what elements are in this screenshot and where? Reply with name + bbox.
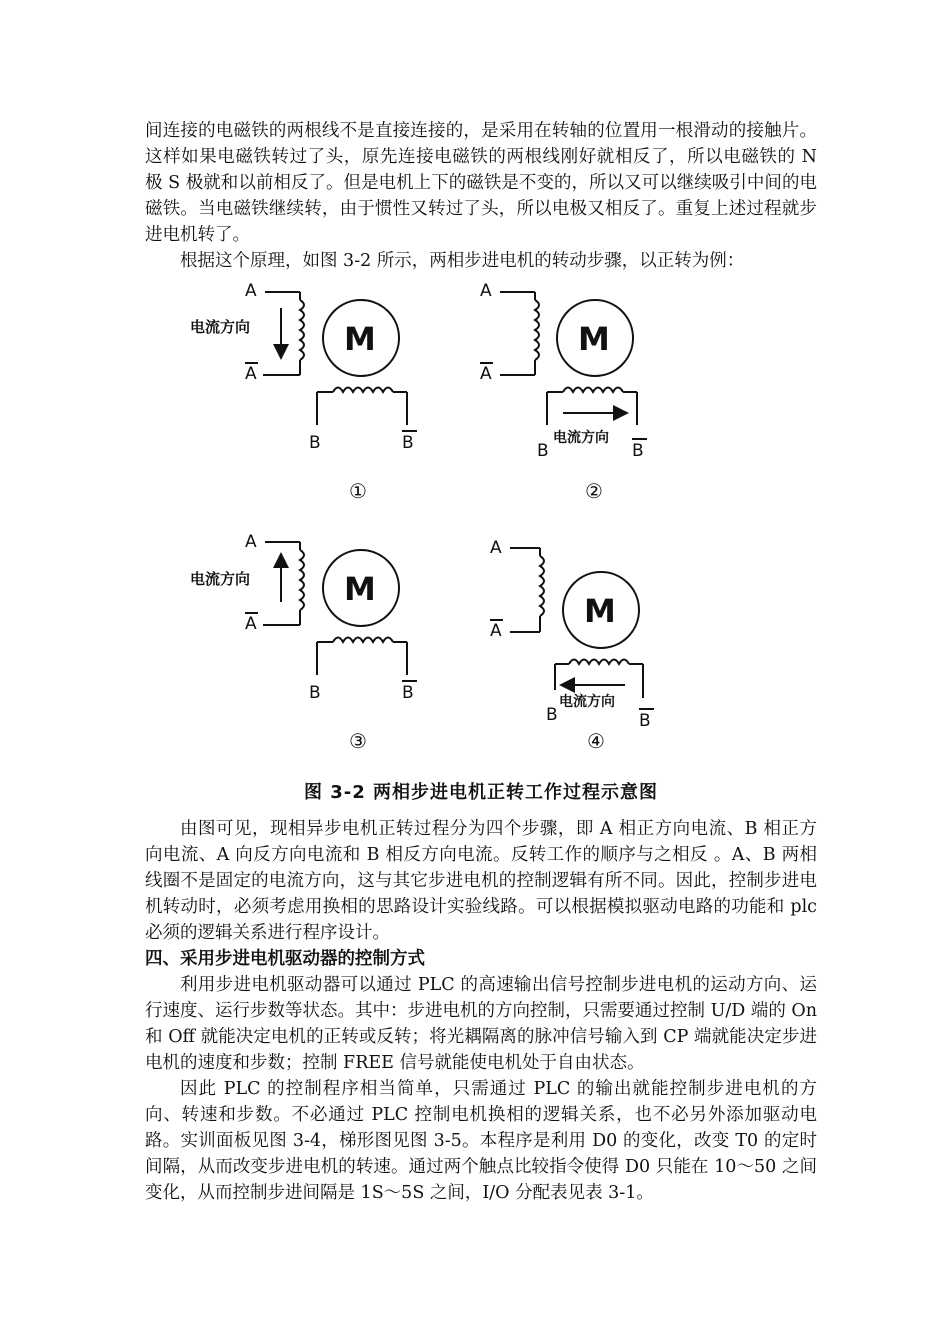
label-b-bar: B (632, 441, 644, 461)
current-label: 电流方向 (559, 694, 615, 710)
document-page (145, 118, 817, 1206)
paragraph-continuation: 间连接的电磁铁的两根线不是直接连接的，是采用在转轴的位置用一根滑动的接触片。这样如果电磁铁转过了头，原先连接电磁铁的两根线刚好就相反了，所以电磁铁的 N 极 S 极就和以前相反了。但是电机上下的磁铁是不变的，所以又可以继续吸引中间的电磁铁。当电磁铁继续转，由于惯性又转过了头，所以电极又相反了。重复上述过程就步进电机转了。 (145, 121, 817, 245)
label-b-bar: B (402, 683, 414, 703)
label-b: B (309, 433, 321, 453)
figure-caption: 图 3-2 两相步进电机正转工作过程示意图 (303, 782, 659, 803)
label-b: B (537, 441, 549, 461)
figure-3-2 (145, 280, 817, 802)
label-a-bar: A (480, 364, 492, 384)
stepper-motor-diagram (145, 280, 817, 770)
panel-step-4 (490, 538, 654, 753)
panel-step-2 (480, 281, 647, 503)
motor-label: M (344, 320, 376, 358)
label-a-bar: A (490, 621, 502, 641)
label-a: A (245, 532, 257, 552)
current-label: 电流方向 (190, 570, 251, 588)
label-b: B (309, 683, 321, 703)
label-b: B (546, 705, 558, 725)
paragraph-analysis: 由图可见，现相异步电机正转过程分为四个步骤，即 A 相正方向电流、B 相正方向电流、A 向反方向电流和 B 相反方向电流。反转工作的顺序与之相反 。A、B 两相线圈不是固定的电流方向，这与其它步进电机的控制逻辑有所不同。因此，控制步进电机转动时，必须考虑用换相的思路设计实验线路。可以根据模拟驱动电路的功能和 plc 必须的逻辑关系进行程序设计。 (145, 819, 817, 943)
panel-step-3 (190, 532, 417, 753)
current-label: 电流方向 (190, 318, 251, 336)
label-a: A (490, 538, 502, 558)
current-label: 电流方向 (553, 430, 609, 446)
label-a: A (480, 281, 492, 301)
paragraph-driver-control: 利用步进电机驱动器可以通过 PLC 的高速输出信号控制步进电机的运动方向、运行速度、运行步数等状态。其中：步进电机的方向控制，只需要通过控制 U/D 端的 On 和 Off 就能决定电机的正转或反转；将光耦隔离的脉冲信号输入到 CP 端就能决定步进电机的速度和步数；控制 FREE 信号就能使电机处于自由状态。 (145, 975, 817, 1073)
label-a: A (245, 281, 257, 301)
panel-step-1 (190, 281, 417, 503)
step-label-1: ① (349, 479, 367, 503)
paragraph-intro-figure: 根据这个原理，如图 3-2 所示，两相步进电机的转动步骤，以正转为例： (180, 251, 745, 271)
paragraph-plc-program: 因此 PLC 的控制程序相当简单，只需通过 PLC 的输出就能控制步进电机的方向、转速和步数。不必通过 PLC 控制电机换相的逻辑关系，也不必另外添加驱动电路。实训面板见图 3-4，梯形图见图 3-5。本程序是利用 D0 的变化，改变 T0 的定时间隔，从而改变步进电机的转速。通过两个触点比较指令使得 D0 只能在 10～50 之间变化，从而控制步进间隔是 1S～5S 之间，I/O 分配表见表 3-1。 (145, 1079, 817, 1203)
motor-label: M (584, 592, 616, 630)
motor-label: M (578, 320, 610, 358)
step-label-3: ③ (349, 729, 367, 753)
label-b-bar: B (402, 433, 414, 453)
label-b-bar: B (639, 711, 651, 731)
step-label-4: ④ (587, 729, 605, 753)
motor-label: M (344, 570, 376, 608)
section-heading: 四、采用步进电机驱动器的控制方式 (145, 949, 425, 969)
label-a-bar: A (245, 614, 257, 634)
step-label-2: ② (585, 479, 603, 503)
label-a-bar: A (245, 364, 257, 384)
